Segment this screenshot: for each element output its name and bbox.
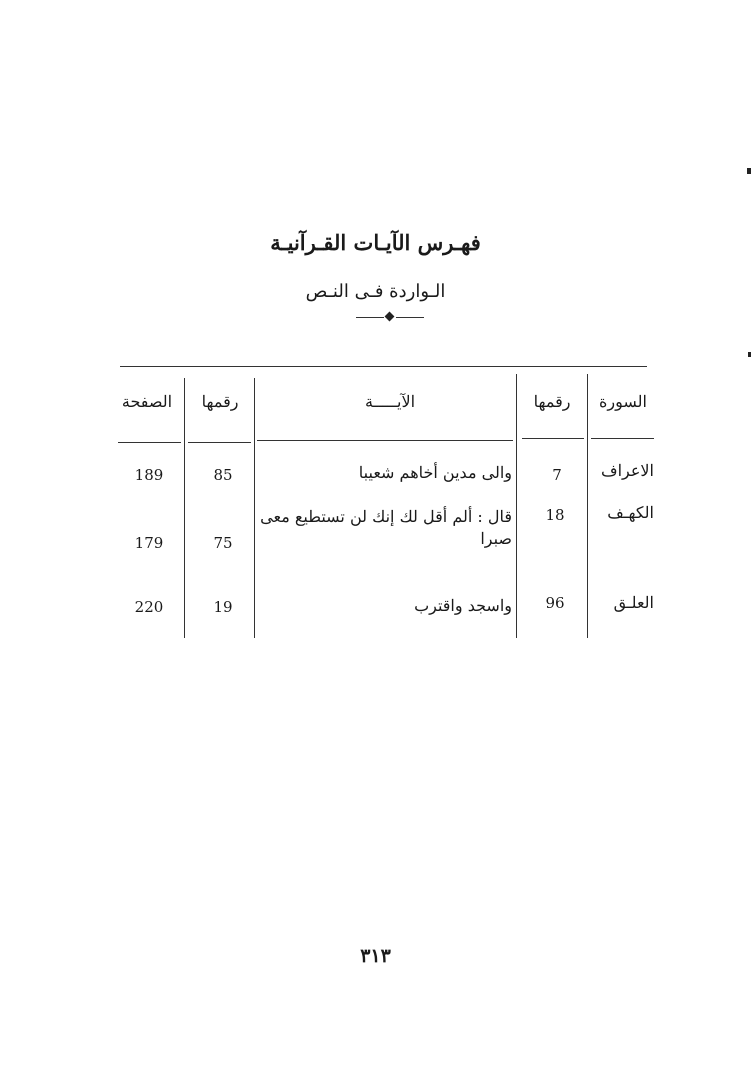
- table-row-surah: الاعراف: [601, 461, 654, 480]
- page-number: ٣١٣: [360, 945, 391, 967]
- table-row-surah-number: 18: [545, 506, 565, 524]
- header-rule: [257, 440, 513, 441]
- column-separator: [516, 374, 517, 638]
- table-row-ayah-number: 75: [213, 534, 233, 552]
- header-rule: [522, 438, 584, 439]
- header-rule: [188, 442, 251, 443]
- index-title: فهـرس الآيـات القـرآنيـة: [270, 230, 481, 255]
- header-surah: السورة: [599, 392, 647, 411]
- table-row-ayah-number: 19: [213, 598, 233, 616]
- column-separator: [184, 378, 185, 638]
- header-page: الصفحة: [121, 392, 173, 411]
- column-separator: [254, 378, 255, 638]
- table-row-surah: الكهـف: [607, 503, 654, 522]
- ornament-line-right: [396, 317, 424, 318]
- table-row-surah-number: 7: [552, 466, 562, 484]
- table-row-ayah: والى مدين أخاهم شعيبا: [358, 463, 512, 482]
- diamond-icon: [385, 312, 395, 322]
- table-row-page: 189: [134, 466, 164, 484]
- header-surah-number: رقمها: [533, 392, 571, 411]
- table-row-page: 220: [134, 598, 164, 616]
- column-separator: [587, 374, 588, 638]
- table-row-surah: العلـق: [613, 593, 654, 612]
- table-row-ayah: واسجد واقترب: [414, 596, 512, 615]
- header-rule: [118, 442, 181, 443]
- table-row-ayah-number: 85: [213, 466, 233, 484]
- table-row-surah-number: 96: [545, 594, 565, 612]
- table-row-page: 179: [134, 534, 164, 552]
- ornament-line-left: [356, 317, 384, 318]
- header-ayah: الآيـــــة: [364, 392, 416, 411]
- edge-mark: [747, 168, 751, 174]
- header-rule: [591, 438, 654, 439]
- table-row-ayah: قال : ألم أقل لك إنك لن تستطيع معى صبرا: [260, 507, 512, 548]
- ornament-divider: [356, 310, 424, 324]
- header-ayah-number: رقمها: [201, 392, 239, 411]
- index-subtitle: الـواردة فـى النـص: [305, 281, 446, 302]
- table-top-rule: [120, 366, 647, 367]
